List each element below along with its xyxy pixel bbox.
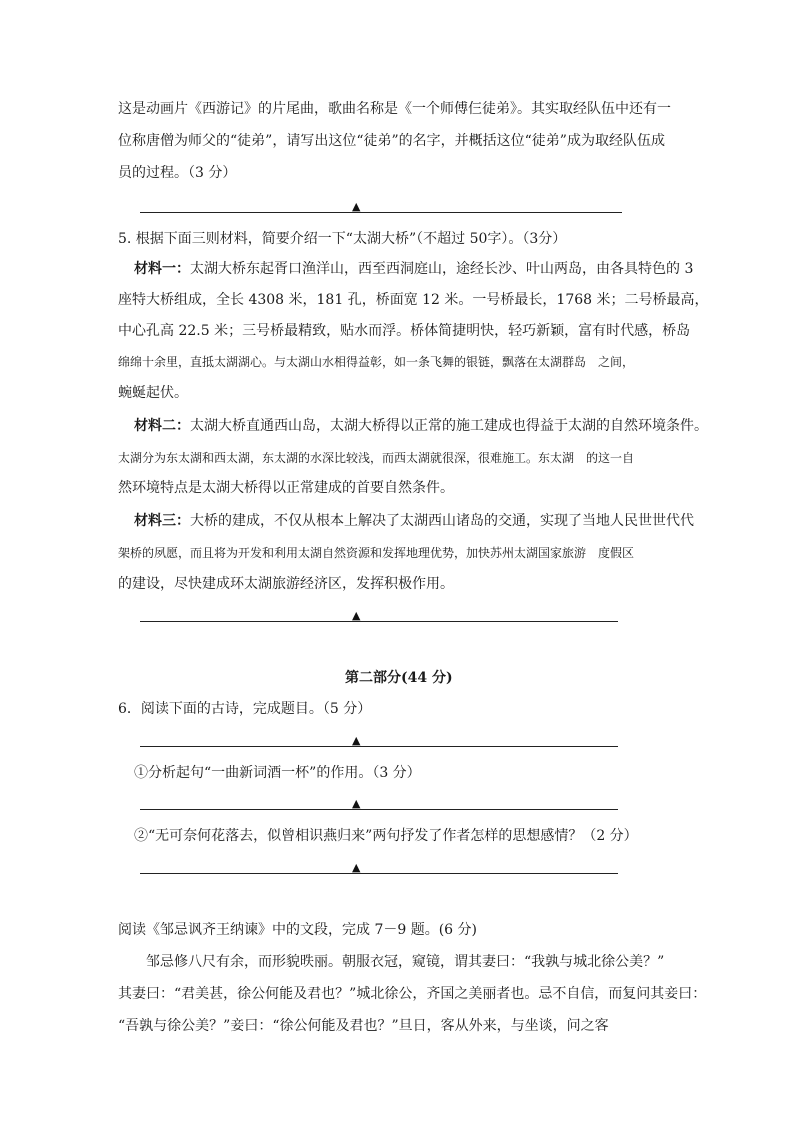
q6-stem: 6．阅读下面的古诗，完成题目。（5 分） [118,701,372,717]
material-1-line-5: 蜿蜒起伏。 [118,385,188,401]
material-1-line-3: 中心孔高 22.5 米；三号桥最精致，贴水而浮。桥体简捷明快，轻巧新颖，富有时代感，桥岛 [118,323,691,339]
material-1-line-1: 材料一：太湖大桥东起胥口渔洋山，西至西洞庭山，途经长沙、叶山两岛，由各具特色的 3 [134,261,694,277]
answer-marker: ▲ [352,734,361,747]
material-2-label: 材料二： [134,418,190,434]
answer-line[interactable] [140,212,622,213]
answer-marker: ▲ [352,200,361,213]
material-3-line-2: 架桥的夙愿，而且将为开发和利用太湖自然资源和发挥地理优势，加快苏州太湖国家旅游 度假区 [118,546,635,560]
answer-marker: ▲ [352,609,361,622]
material-1-line-4: 绵绵十余里，直抵太湖湖心。与太湖山水相得益彰，如一条飞舞的银链，飘落在太湖群岛 之间， [118,355,635,369]
material-3-label: 材料三： [134,513,190,529]
q7-9-intro: 阅读《邹忌讽齐王纳谏》中的文段，完成 7－9 题。(6 分) [118,922,477,938]
material-3-line-3: 的建设，尽快建成环太湖旅游经济区，发挥积极作用。 [118,576,454,592]
material-1-label: 材料一： [134,261,190,277]
q4-line-1: 这是动画片《西游记》的片尾曲，歌曲名称是《一个师傅仨徒弟》。其实取经队伍中还有一 [118,101,671,117]
q6-sub-1: ①分析起句“一曲新词酒一杯”的作用。（3 分） [134,765,421,781]
q6-sub-2: ②“无可奈何花落去，似曾相识燕归来”两句抒发了作者怎样的思想感情？（2 分） [134,828,638,844]
answer-marker: ▲ [352,861,361,874]
answer-line[interactable] [140,746,618,747]
passage-line-2: 其妻曰：“君美甚，徐公何能及君也？”城北徐公，齐国之美丽者也。忌不自信，而复问其妾曰： [118,986,707,1002]
material-1-line-2: 座特大桥组成，全长 4308 米，181 孔，桥面宽 12 米。一号桥最长，1768 米；二号桥最高， [118,292,709,308]
answer-line[interactable] [140,873,618,874]
q5-stem: 5. 根据下面三则材料，简要介绍一下“太湖大桥”（不超过 50字）。（3分） [118,231,567,247]
passage-line-1: 邹忌修八尺有余，而形貌昳丽。朝服衣冠，窥镜，谓其妻曰：“我孰与城北徐公美？” [146,954,665,970]
material-2-line-2: 太湖分为东太湖和西太湖，东太湖的水深比较浅，而西太湖就很深，很难施工。东太湖 的这一自 [118,451,635,465]
section-heading: 第二部分(44 分) [345,670,453,686]
q4-line-2: 位称唐僧为师父的“徒弟”，请写出这位“徒弟”的名字，并概括这位“徒弟”成为取经队伍成 [118,133,665,149]
material-2-line-3: 然环境特点是太湖大桥得以正常建成的首要自然条件。 [118,480,454,496]
answer-line[interactable] [140,621,618,622]
answer-marker: ▲ [352,797,361,810]
q4-line-3: 员的过程。（3 分） [118,165,237,181]
passage-line-3: “吾孰与徐公美？”妾曰：“徐公何能及君也？”旦日，客从外来，与坐谈，问之客 [118,1018,609,1034]
material-2-line-1: 材料二：太湖大桥直通西山岛，太湖大桥得以正常的施工建成也得益于太湖的自然环境条件。 [134,418,708,434]
answer-line[interactable] [140,809,618,810]
material-3-line-1: 材料三：大桥的建成，不仅从根本上解决了太湖西山诸岛的交通，实现了当地人民世世代代 [134,513,694,529]
